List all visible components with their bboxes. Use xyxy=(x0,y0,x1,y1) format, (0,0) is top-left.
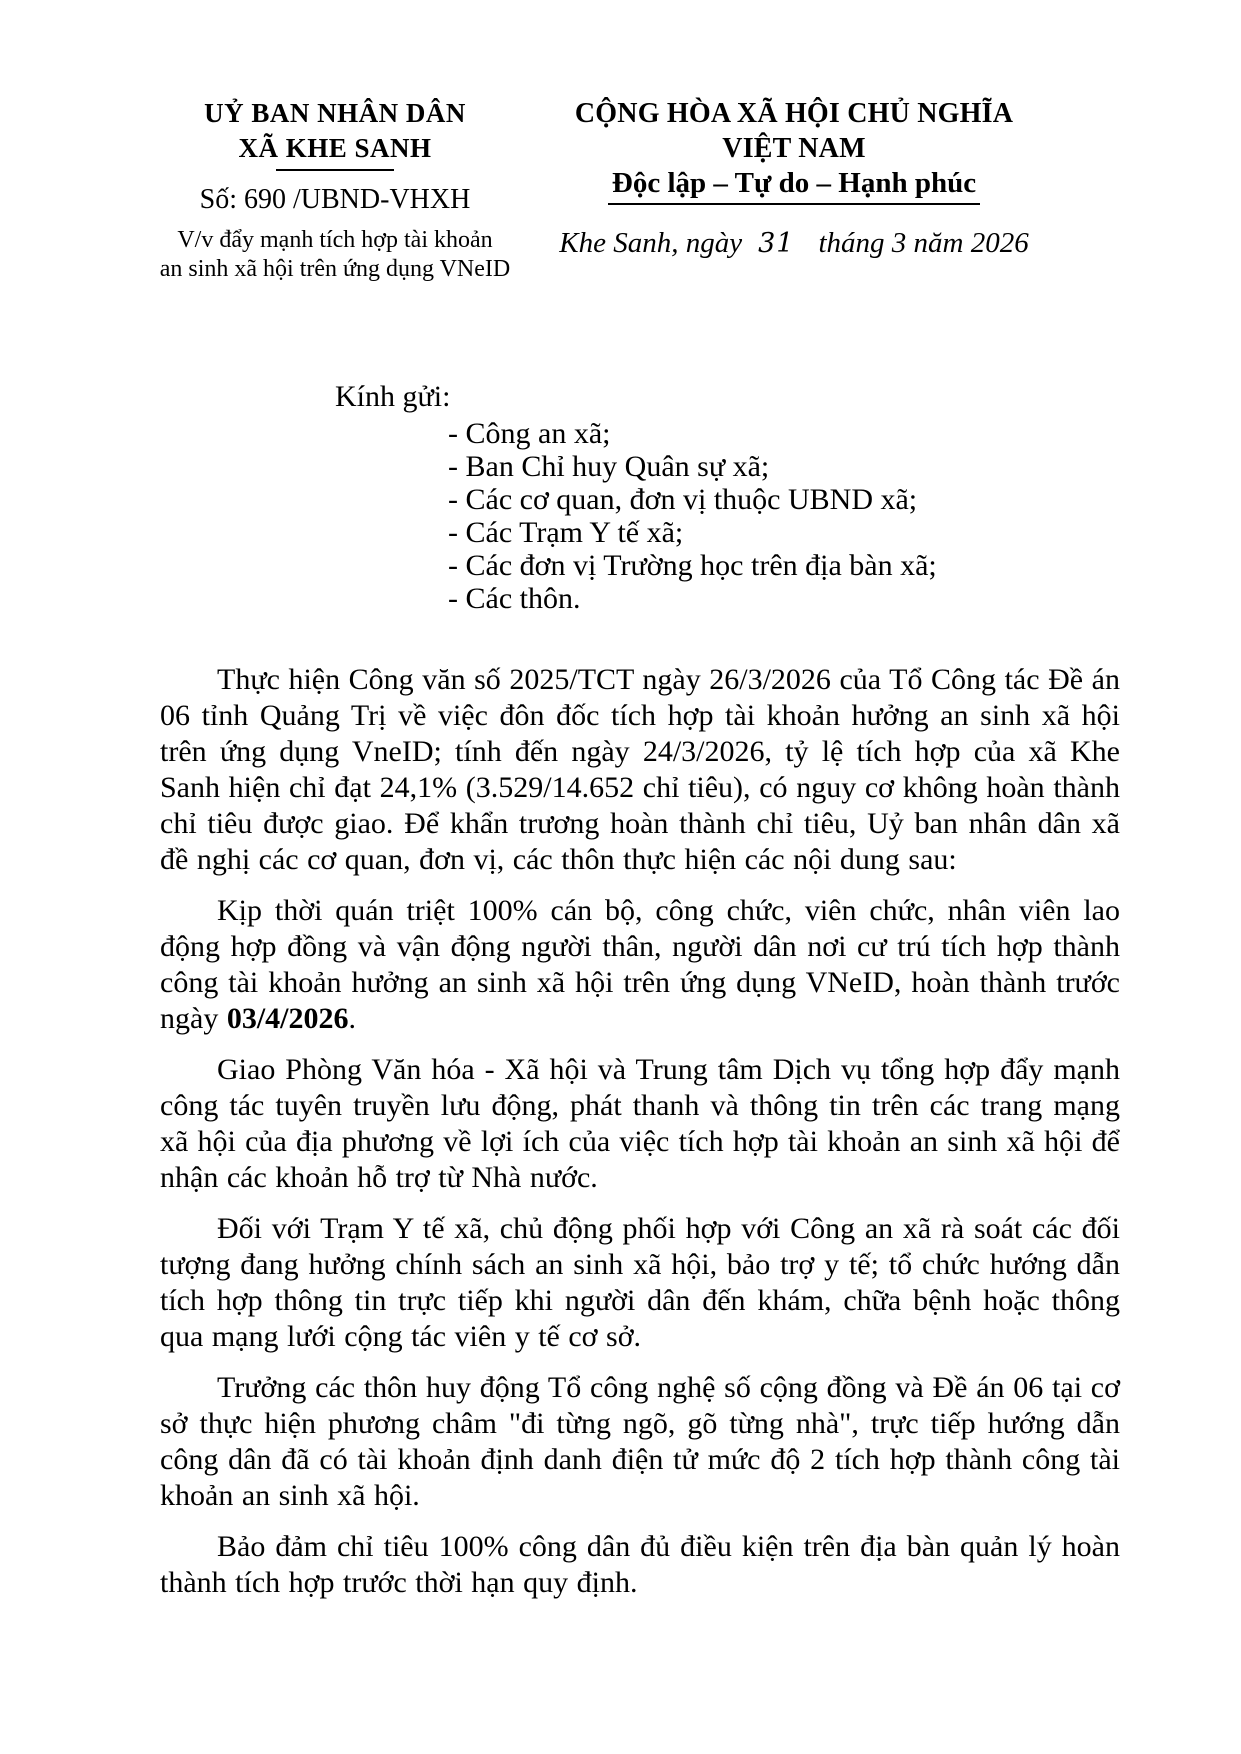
date-prefix: Khe Sanh, ngày xyxy=(559,227,743,259)
recipients-list xyxy=(448,417,1120,615)
recipient-item: - Các Trạm Y tế xã; xyxy=(448,516,684,549)
document-subject xyxy=(130,226,540,284)
issuing-authority-name-line1: UỶ BAN NHÂN DÂN xyxy=(204,98,466,128)
date-day-handwritten: 31 xyxy=(758,228,795,259)
place-and-date-line xyxy=(540,225,1048,262)
document-number: Số: 690 /UBND-VHXH xyxy=(199,184,471,215)
recipients-block xyxy=(160,378,1120,615)
body-paragraph-6: Bảo đảm chỉ tiêu 100% công dân đủ điều kiện trên địa bàn quản lý hoàn thành tích hợp trước thời hạn quy định. xyxy=(160,1530,1120,1599)
authority-underline-divider xyxy=(276,169,394,171)
body-paragraph-5: Trưởng các thôn huy động Tổ công nghệ số cộng đồng và Đề án 06 tại cơ sở thực hiện phương châm "đi từng ngõ, gõ từng nhà", trực tiếp hướng dẫn công dân đã có tài khoản định danh điện tử mức độ 2 tích hợp thành công tài khoản an sinh xã hội. xyxy=(160,1371,1120,1512)
national-header-block xyxy=(540,96,1048,262)
deadline-date: 03/4/2026 xyxy=(226,1002,349,1035)
body-paragraph-2 xyxy=(160,893,1120,1037)
document-subject-line1: V/v đẩy mạnh tích hợp tài khoản xyxy=(177,227,493,253)
recipient-item: - Các thôn. xyxy=(448,582,581,615)
body-paragraph-1: Thực hiện Công văn số 2025/TCT ngày 26/3/2026 của Tổ Công tác Đề án 06 tỉnh Quảng Trị về việc đôn đốc tích hợp tài khoản hưởng an sinh xã hội trên ứng dụng VneID; tính đến ngày 24/3/2026, tỷ lệ tích hợp của xã Khe Sanh hiện chỉ đạt 24,1% (3.529/14.652 chỉ tiêu), có nguy cơ không hoàn thành chỉ tiêu được giao. Để khẩn trương hoàn thành chỉ tiêu, Uỷ ban nhân dân xã đề nghị các cơ quan, đơn vị, các thôn thực hiện các nội dung sau: xyxy=(160,663,1120,876)
date-suffix: tháng 3 năm 2026 xyxy=(818,227,1029,259)
issuing-authority-block xyxy=(130,96,540,284)
paragraph-2-period: . xyxy=(348,1002,356,1035)
body-paragraph-4: Đối với Trạm Y tế xã, chủ động phối hợp với Công an xã rà soát các đối tượng đang hưởng chính sách an sinh xã hội, bảo trợ y tế; tổ chức hướng dẫn tích hợp thông tin trực tiếp khi người dân đến khám, chữa bệnh hoặc thông qua mạng lưới cộng tác viên y tế cơ sở. xyxy=(160,1212,1120,1353)
body-paragraph-3: Giao Phòng Văn hóa - Xã hội và Trung tâm Dịch vụ tổng hợp đẩy mạnh công tác tuyên truyền lưu động, phát thanh và thông tin trên các trang mạng xã hội của địa phương về lợi ích của việc tích hợp tài khoản an sinh xã hội để nhận các khoản hỗ trợ từ Nhà nước. xyxy=(160,1053,1120,1194)
document-body xyxy=(160,662,1120,1601)
national-motto: Độc lập – Tự do – Hạnh phúc xyxy=(608,166,980,205)
recipient-item: - Các cơ quan, đơn vị thuộc UBND xã; xyxy=(448,483,918,516)
document-subject-line2: an sinh xã hội trên ứng dụng VNeID xyxy=(159,256,511,282)
issuing-authority-name-line2: XÃ KHE SANH xyxy=(238,133,432,163)
recipient-item: - Các đơn vị Trường học trên địa bàn xã; xyxy=(448,549,937,582)
recipient-item: - Công an xã; xyxy=(448,417,611,450)
recipient-item: - Ban Chỉ huy Quân sự xã; xyxy=(448,450,770,483)
document-header xyxy=(130,96,1120,284)
paragraph-2-text: Kịp thời quán triệt 100% cán bộ, công chức, viên chức, nhân viên lao động hợp đồng và vận động người thân, người dân nơi cư trú tích hợp thành công tài khoản hưởng an sinh xã hội trên ứng dụng VNeID, hoàn thành trước ngày xyxy=(160,894,1120,1035)
national-name-line: CỘNG HÒA XÃ HỘI CHỦ NGHĨA VIỆT NAM xyxy=(574,98,1014,164)
recipients-label: Kính gửi: xyxy=(335,380,451,413)
